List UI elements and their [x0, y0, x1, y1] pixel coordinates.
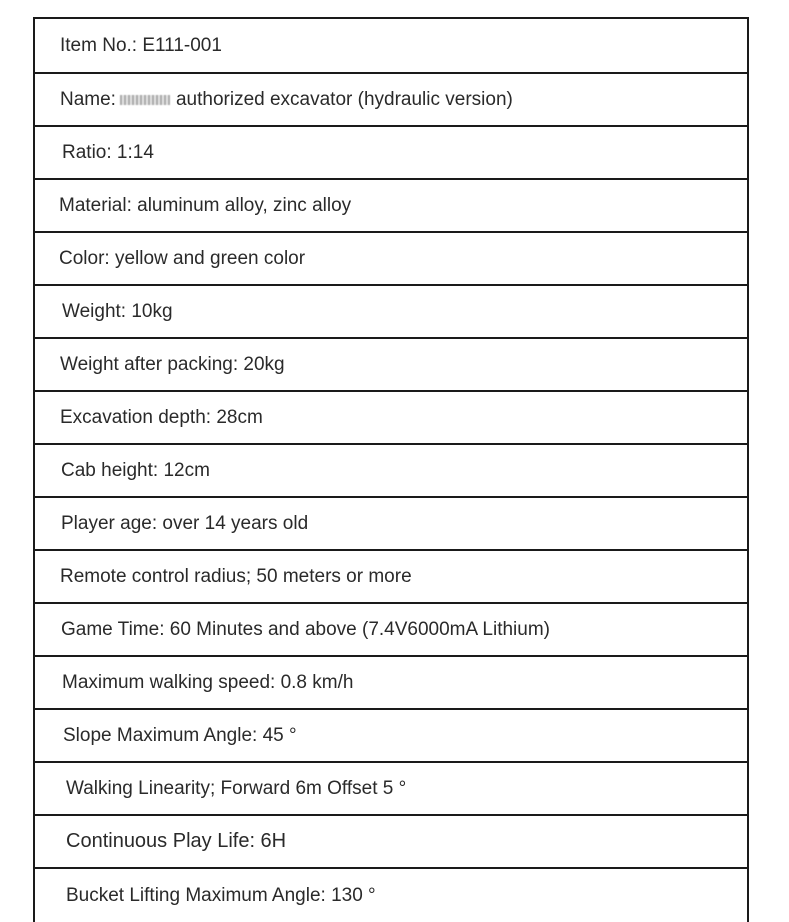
spec-text: Maximum walking speed: 0.8 km/h [62, 671, 354, 693]
spec-row-cab-height [35, 445, 747, 498]
spec-row-ratio [35, 127, 747, 180]
spec-text: Material: aluminum alloy, zinc alloy [59, 194, 352, 216]
spec-text: Color: yellow and green color [59, 247, 306, 269]
spec-text: Walking Linearity; Forward 6m Offset 5 ° [66, 777, 407, 799]
spec-row-max-walking-speed [35, 657, 747, 710]
spec-row-weight [35, 286, 747, 339]
spec-text-suffix: authorized excavator (hydraulic version) [175, 88, 513, 110]
spec-row-material [35, 180, 747, 233]
spec-row-bucket-lifting-max-angle [35, 869, 747, 922]
spec-row-slope-max-angle [35, 710, 747, 763]
spec-text: Remote control radius; 50 meters or more [60, 565, 412, 587]
spec-row-remote-control-radius [35, 551, 747, 604]
spec-text: Item No.: E111-001 [60, 34, 222, 56]
spec-text: Ratio: 1:14 [62, 141, 154, 163]
spec-row-walking-linearity [35, 763, 747, 816]
spec-text: Player age: over 14 years old [61, 512, 309, 534]
spec-text: Weight after packing: 20kg [60, 353, 285, 375]
spec-row-weight-after-packing [35, 339, 747, 392]
spec-row-name [35, 74, 747, 127]
spec-row-item-no [35, 19, 747, 74]
spec-table [33, 17, 749, 922]
spec-row-color [35, 233, 747, 286]
spec-row-player-age [35, 498, 747, 551]
spec-text-prefix: Name: [60, 88, 116, 110]
spec-text: Excavation depth: 28cm [60, 406, 263, 428]
spec-text: Cab height: 12cm [61, 459, 210, 481]
spec-text: Bucket Lifting Maximum Angle: 130 ° [66, 884, 376, 906]
redacted-brand-blur [120, 95, 170, 105]
spec-row-continuous-play-life [35, 816, 747, 869]
spec-text: Weight: 10kg [62, 300, 173, 322]
spec-text: Game Time: 60 Minutes and above (7.4V6000mA Lithium) [61, 618, 550, 640]
spec-row-game-time [35, 604, 747, 657]
spec-row-excavation-depth [35, 392, 747, 445]
spec-text: Continuous Play Life: 6H [66, 830, 287, 852]
spec-text: Slope Maximum Angle: 45 ° [63, 724, 297, 746]
